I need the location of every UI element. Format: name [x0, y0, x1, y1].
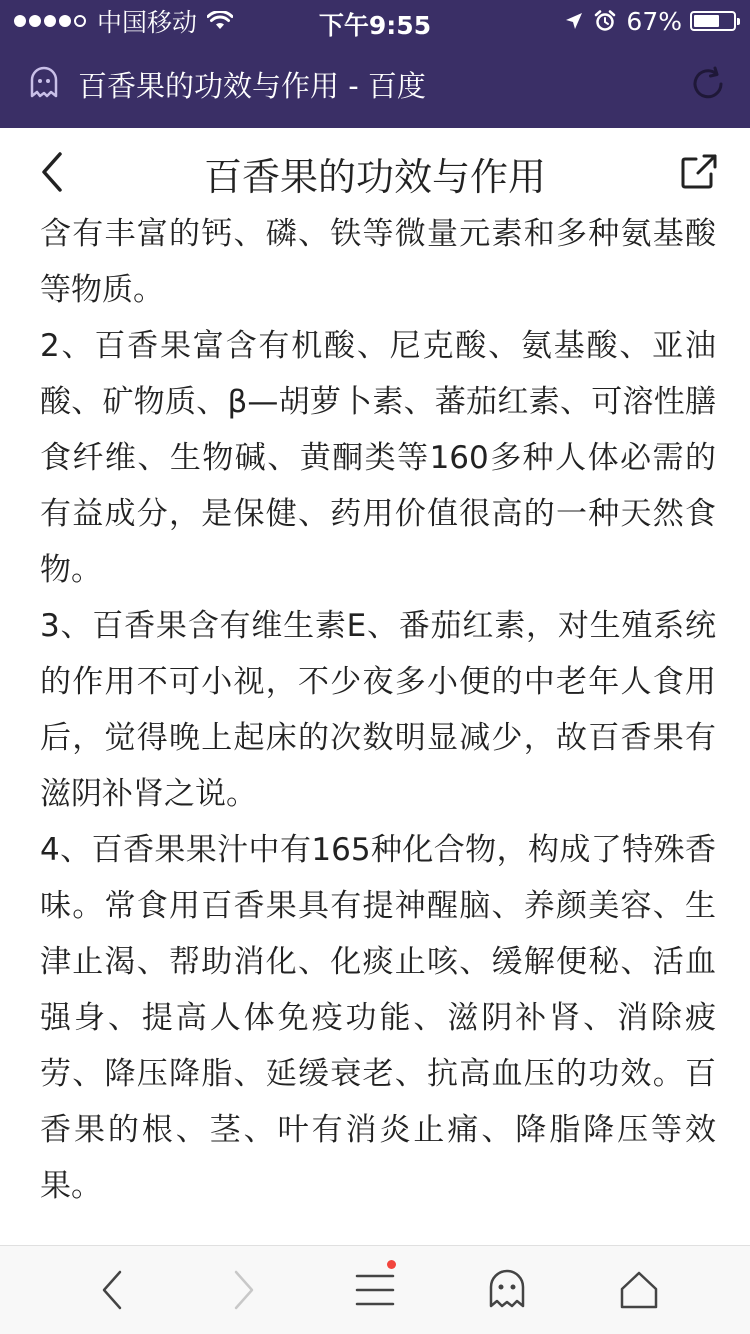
status-bar [0, 0, 750, 40]
article-content [40, 206, 716, 1206]
url-title[interactable]: 百香果的功效与作用 - 百度 [78, 69, 426, 103]
home-icon [618, 1269, 660, 1311]
ghost-icon [486, 1269, 528, 1311]
chevron-left-icon [98, 1268, 126, 1312]
menu-button[interactable] [335, 1246, 415, 1334]
ghost-icon [28, 66, 60, 100]
bottom-toolbar [0, 1245, 750, 1334]
article-paragraph: 含有丰富的钙、磷、铁等微量元素和多种氨基酸等物质。 [40, 216, 716, 308]
top-bar [0, 0, 750, 128]
location-arrow-icon [564, 11, 584, 31]
home-button[interactable] [599, 1246, 679, 1334]
carrier-name: 中国移动 [97, 8, 198, 37]
battery-fill [694, 15, 719, 27]
status-time: 下午9:55 [318, 11, 432, 40]
reload-icon[interactable] [688, 64, 728, 104]
url-bar[interactable] [0, 40, 750, 128]
battery-percent: 67% [626, 6, 682, 36]
chevron-right-icon [230, 1268, 258, 1312]
menu-icon [354, 1272, 396, 1308]
share-icon[interactable] [680, 152, 718, 190]
battery-icon [690, 11, 736, 31]
status-right [564, 6, 736, 36]
article-paragraph: 4、百香果果汁中有165种化合物，构成了特殊香味。常食用百香果具有提神醒脑、养颜美容、生津止渴、帮助消化、化痰止咳、缓解便秘、活血强身、提高人体免疫功能、滋阴补肾、消除疲劳、降压降脂、延缓衰老、抗高血压的功效。百香果的根、茎、叶有消炎止痛、降脂降压等效果。 [40, 832, 716, 1204]
article-paragraph: 3、百香果含有维生素E、番茄红素，对生殖系统的作用不可小视，不少夜多小便的中老年人食用后，觉得晚上起床的次数明显减少，故百香果有滋阴补肾之说。 [40, 608, 716, 812]
ghost-button[interactable] [467, 1246, 547, 1334]
alarm-clock-icon [594, 10, 616, 32]
article-paragraph: 2、百香果富含有机酸、尼克酸、氨基酸、亚油酸、矿物质、β—胡萝卜素、蕃茄红素、可溶性膳食纤维、生物碱、黄酮类等160多种人体必需的有益成分，是保健、药用价值很高的一种天然食物。 [40, 328, 716, 588]
forward-button[interactable] [204, 1246, 284, 1334]
page-title: 百香果的功效与作用 [203, 155, 546, 199]
back-button[interactable] [72, 1246, 152, 1334]
notification-dot [387, 1260, 396, 1269]
page-header [0, 128, 750, 216]
